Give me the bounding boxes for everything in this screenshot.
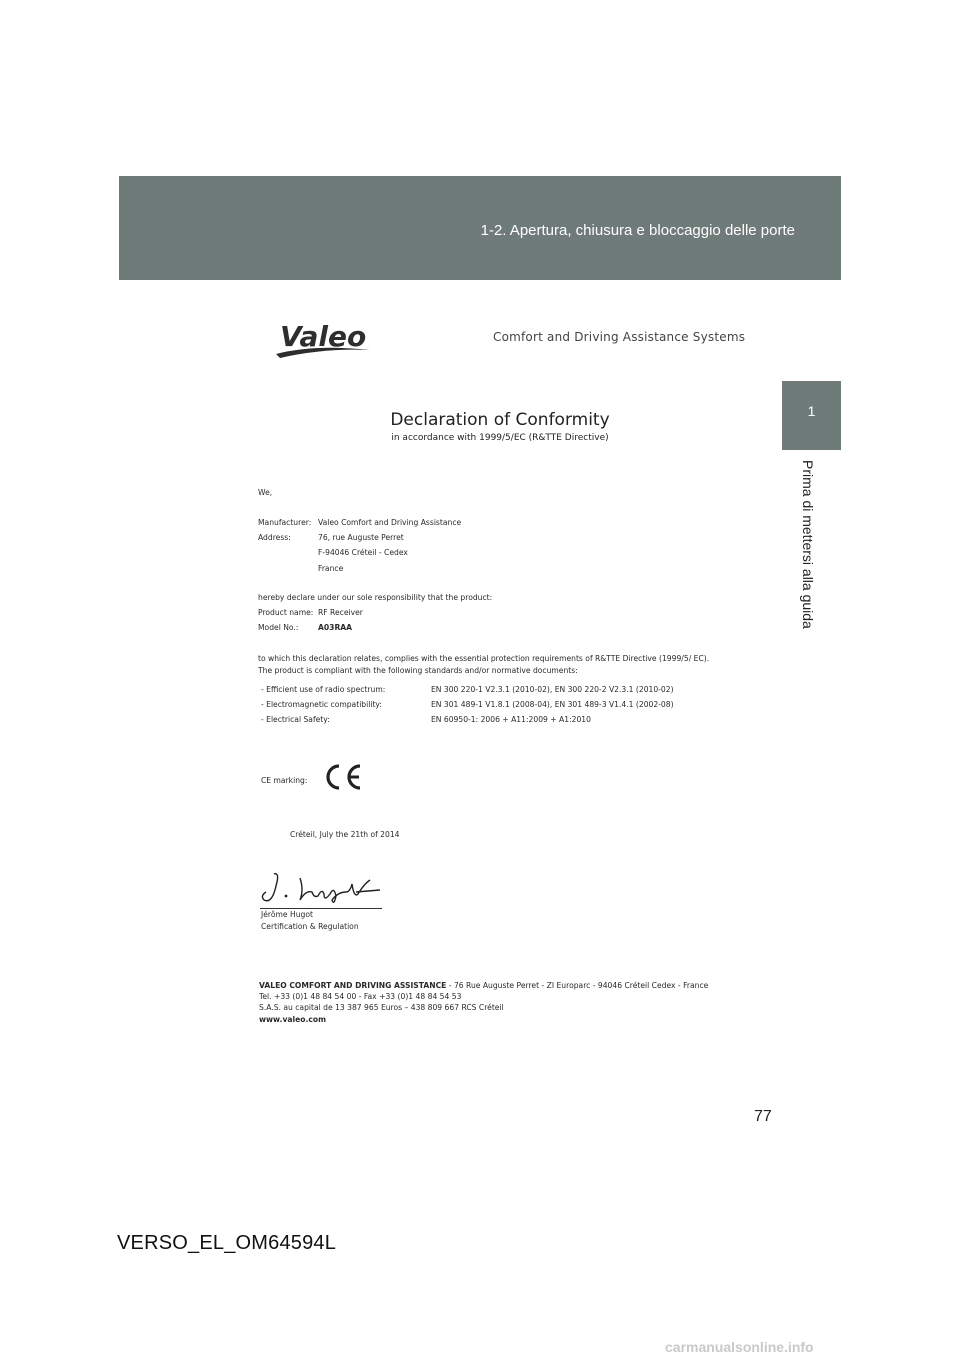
manufacturer-label: Manufacturer:: [258, 518, 312, 527]
declaration-document: [240, 300, 746, 1060]
document-code: VERSO_EL_OM64594L: [117, 1232, 337, 1254]
place-date: Créteil, July the 21th of 2014: [290, 830, 400, 839]
model-value: A03RAA: [318, 623, 353, 632]
standard-value-2: EN 301 489-1 V1.8.1 (2008-04), EN 301 489-3 V1.4.1 (2002-08): [431, 700, 674, 709]
standard-label-2: - Electromagnetic compatibility:: [261, 700, 382, 709]
footer-company-line: [259, 981, 708, 990]
address-line-3: France: [318, 564, 344, 573]
footer-tel: Tel. +33 (0)1 48 84 54 00 - Fax +33 (0)1 48 84 54 53: [259, 992, 462, 1001]
footer-web: www.valeo.com: [259, 1015, 327, 1024]
chapter-number: 1: [807, 403, 816, 419]
footer-sas: S.A.S. au capital de 13 387 965 Euros – 438 809 667 RCS Créteil: [259, 1003, 504, 1012]
standard-value-1: EN 300 220-1 V2.3.1 (2010-02), EN 300 220-2 V2.3.1 (2010-02): [431, 685, 674, 694]
valeo-logo: [274, 310, 374, 360]
declare-text: hereby declare under our sole responsibility that the product:: [258, 593, 493, 602]
signature-image: [260, 870, 386, 910]
address-label: Address:: [258, 533, 291, 542]
watermark: carmanualsonline.info: [665, 1339, 814, 1355]
standard-label-3: - Electrical Safety:: [261, 715, 330, 724]
page-number: 77: [754, 1108, 772, 1125]
document-title: Declaration of Conformity: [390, 410, 610, 430]
address-line-1: 76, rue Auguste Perret: [318, 533, 404, 542]
footer-address: - 76 Rue Auguste Perret - ZI Europarc - 94046 Créteil Cedex - France: [446, 981, 709, 990]
signatory-role: Certification & Regulation: [261, 922, 359, 931]
document-subtitle: in accordance with 1999/5/EC (R&TTE Directive): [391, 433, 609, 443]
signatory-name: Jérôme Hugot: [261, 910, 313, 919]
product-value: RF Receiver: [318, 608, 363, 617]
signature-line: [260, 908, 382, 909]
chapter-tab: [782, 381, 841, 450]
header-band: [119, 176, 841, 280]
footer-company: VALEO COMFORT AND DRIVING ASSISTANCE: [259, 981, 447, 990]
address-line-2: F-94046 Créteil - Cedex: [318, 548, 408, 557]
model-label: Model No.:: [258, 623, 299, 632]
tagline: Comfort and Driving Assistance Systems: [493, 330, 746, 344]
relates-line-2: The product is compliant with the following standards and/or normative documents:: [258, 666, 578, 675]
ce-mark-icon: [320, 762, 366, 792]
product-label: Product name:: [258, 608, 314, 617]
we-text: We,: [258, 488, 273, 497]
chapter-label: Prima di mettersi alla guida: [800, 460, 816, 629]
standard-value-3: EN 60950-1: 2006 + A11:2009 + A1:2010: [431, 715, 591, 724]
section-title: 1-2. Apertura, chiusura e bloccaggio delle porte: [480, 222, 795, 239]
relates-line-1: to which this declaration relates, complies with the essential protection requirements of R&TTE Directive (1999/5/ EC).: [258, 654, 710, 663]
ce-label: CE marking:: [261, 776, 308, 785]
manufacturer-value: Valeo Comfort and Driving Assistance: [318, 518, 462, 527]
svg-text:Valeo: Valeo: [280, 320, 367, 353]
standard-label-1: - Efficient use of radio spectrum:: [261, 685, 386, 694]
